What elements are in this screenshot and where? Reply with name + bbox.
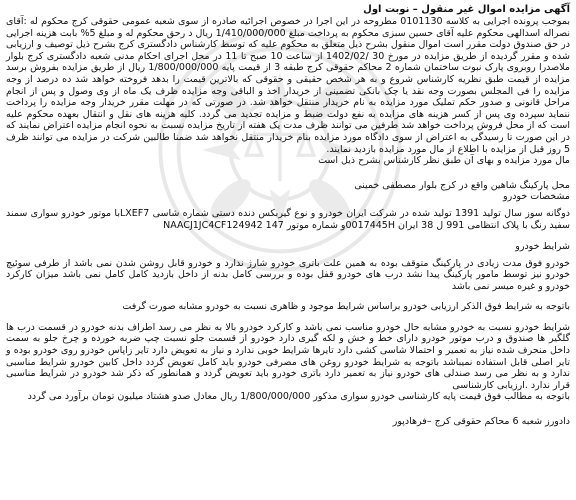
- vehicle-survey: شرایط خودرو نسبت به خودرو مشابه حال خودرو مناسب نمی باشد و کارکرد خودرو بالا به نظر می رسد اطراف بدنه خودرو در قسمت درب ها گلگیر ها صندوق و درب موتور خودرو دارای خط و خش و لکه گیری دارد خودرو از قسمت جلو نسبت چپ ضربه خورده و چرخ جلو به سمت داخل منحرف شده نیاز به تعمیر و احتمالا شاسی کشی دارد تایرها شرایط خوبی ندارد و نیاز به تعویض دارد تایر زاپاس خودرو روی خودرو بوده و تایر اصلی قابل استفاده نمیباشد باتوجه به شرایط خودرو روغن های مصرفی خودرو باید کامل تعویض گردد داخل کابین خودرو شرایط مناسبی ندارد و به نظر می رسد صندلی های خودرو نیاز به تعمیر دارد باتری خودرو باید تعویض گردد و همانطور که ذکر شد خودرو در شرایط مناسبی قرار ندارد .ارزیابی کارشناسی: [6, 321, 570, 391]
- condition-heading: شرایط خودرو: [515, 240, 570, 252]
- notice-title: آگهی مزایده اموال غیر منقول – نوبت اول: [363, 4, 570, 15]
- location-line: محل پارکینگ شاهین واقع در کرج بلوار مصطفی خمینی: [354, 179, 570, 191]
- specs-heading: مشخصات خودرو: [503, 191, 570, 203]
- valuation-result: باتوجه به مطالب فوق قیمت پایه کارشناسی خودرو سواری مذکور 1/800/000/000 ریال معادل صدو هشتاد میلیون تومان برآورد می گردد: [27, 391, 570, 403]
- signature-line: دادورز شعبه 6 محاکم حقوقی کرج –فرهادپور: [392, 416, 570, 428]
- valuation-basis: باتوجه به شرایط فوق الذکر ارزیابی خودرو براساس شرایط موجود و ظاهری نسبت به خودرو مشابه صورت گرفت: [122, 301, 570, 313]
- vehicle-specs: دوگانه سوز سال تولید 1391 تولید شده در شرکت ایران خودرو و نوع گیربکس دنده دستی شماره شاسی LXEF7با موتور خودرو سواری سمند سفید رنگ با پلاک انتظامی 991 ل 38 ایران 0017445Hو شماره موتور 147 NAACJ1JC4CF124942: [6, 208, 570, 231]
- property-line: مال مورد مزایده و بهای آن طبق نظر کارشناس بشرح ذیل است: [318, 155, 570, 167]
- notice-intro: بموجب پرونده اجرایی به کلاسه 0101130 مطروحه در این اجرا در خصوص اجرائیه صادره از سوی شعبه عمومی حقوقی کرج محکوم له :آقای نصراله اسدالهی محکوم علیه آقای حسین سبزی محکوم به پرداخت مبلغ 1/410/000/000 ریال د رحق محکوم له و مبلغ 5% بابت هزینه اجرایی در حق صندوق دولت مقرر است اموال منقول بشرح ذیل متعلق به محکوم علیه که توسط کارشناس دادگستری کرج بشرح ذیل توصیف و ارزیابی شده و مقرر گردیده از طریق مزایده در مورخ 30 /1402/02 از ساعت 10 صبح تا 11 در محل اجرای احکام مدنی شعبه دادگستری کرج بلوار ملاصدرا روبروی پارک نبوت ساختمان شماره 2 محاکم حقوقی کرج طبقه 3 از قیمت پایه 1/800/000/000 ریال از طریق مزایده بفروش برسد مزایده از قیمت طبق نظریه کارشناس شروع و به هر شخص حقیقی و حقوقی که بالاترین قیمت را بدهد فروخته خواهد شد ده درصد از وجه مزایده را فی المجلس بصورت وجه نقد یا چک بانکی تضمینی از خریدار اخذ و الباقی وجه مزایده ظرف یک ماه از وی وصول و پس از انجام مراحل قانونی و صدور حکم تملیک مورد مزایده به نام خریدار منتقل خواهد شد. در صورتی که در مهلت مقرر خریدار وجه مزایده را پرداخت ننماید سپرده وی پس از کسر هزینه های مزایده به نفع دولت ضبط و مزایده تجدید می گردد. کلیه هزینه های نقل و انتقال بعهده محکوم علیه است که از محل فروش پرداخت خواهد شد طرفین می توانند ظرف مدت یک هفته از تاریخ مزایده نسبت به نحوه انجام مزایده اعتراض نمایند که در این صورت تا رسیدگی به اعتراض از سوی دادگاه مورد مزایده بنام خریدار منتقل نخواهد شد ضمنا طالبین شرکت در مزایده می توانند ظرف 5 روز قبل از مزایده با اطلاع از مال مورد مزایده بازدید نمایند.: [6, 16, 570, 155]
- vehicle-condition: خودرو فوق مدت زیادی در پارکینگ متوقف بوده به همین علت باتری خودرو شارژ ندارد و خودرو قابل روشن شدن نمی باشد از طرفی سوئیچ خودرو نیز توسط مامور پارکینگ پیدا نشد درب های خودرو قفل بوده و بررسی کامل بدنه از داخل بازدید کامل کامل نمی باشد میزان کارکرد خودرو و غیره میسر نمی باشد: [6, 257, 570, 292]
